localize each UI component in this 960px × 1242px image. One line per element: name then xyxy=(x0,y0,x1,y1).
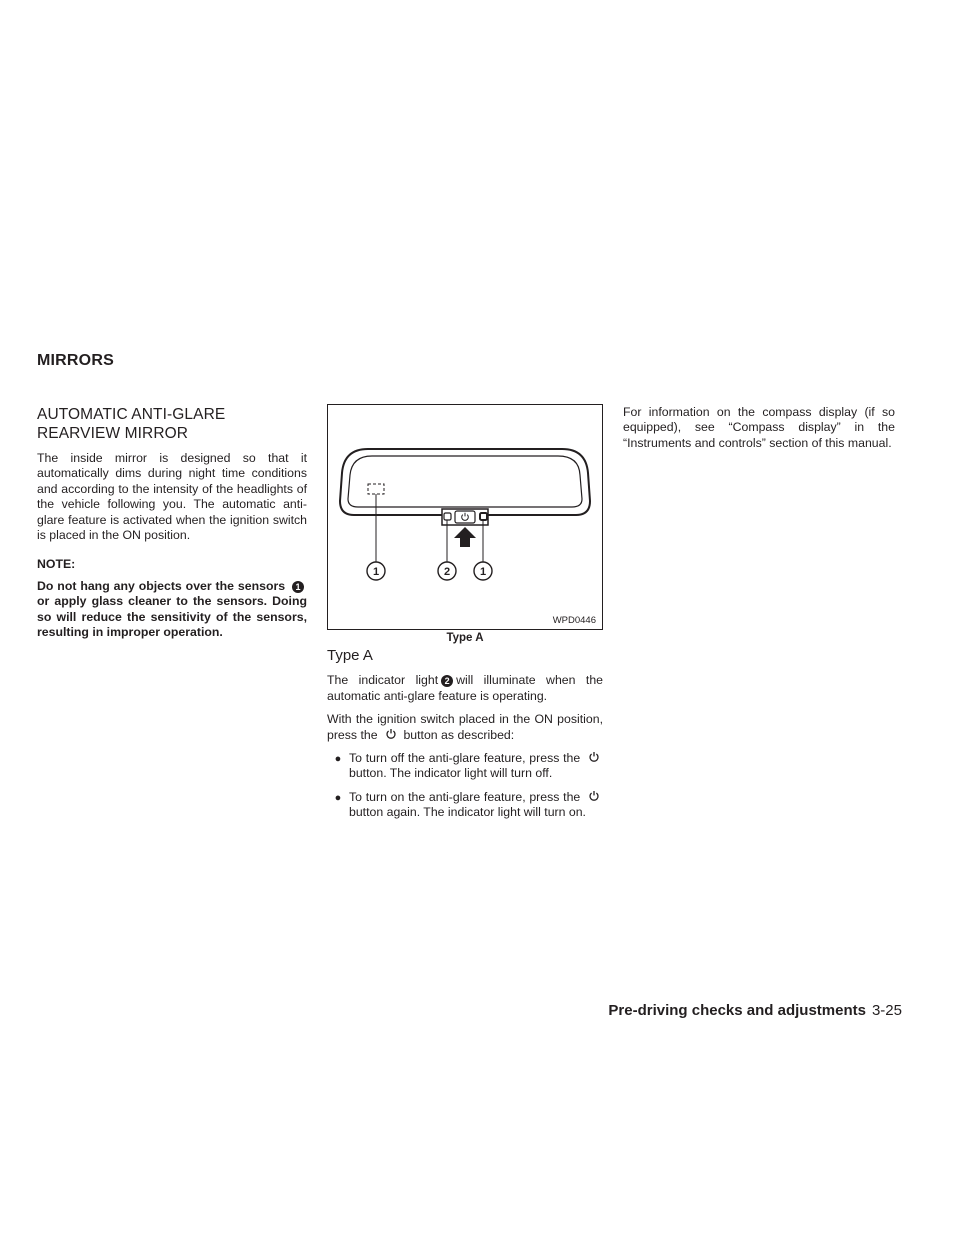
rearview-mirror-illustration xyxy=(328,405,602,629)
heading-line-2: REARVIEW MIRROR xyxy=(37,425,189,442)
column-right xyxy=(623,405,895,459)
column-middle xyxy=(327,648,603,829)
subheading-type-a: Type A xyxy=(327,647,373,664)
compass-paragraph: For information on the compass display (if so equipped), see “Compass display” in the “Instruments and controls” section of this manual. xyxy=(623,405,895,450)
power-icon xyxy=(587,790,601,802)
bullet-icon: ● xyxy=(334,791,342,804)
heading-line-1: AUTOMATIC ANTI-GLARE xyxy=(37,406,226,423)
callout-marker-sensor: 1 xyxy=(292,581,304,593)
callout-1-right xyxy=(474,562,492,580)
list-item xyxy=(327,751,603,782)
sensor-left-dashed xyxy=(368,484,384,494)
column-left xyxy=(37,405,307,640)
arrow-up-icon xyxy=(454,527,476,547)
power-icon xyxy=(587,751,601,763)
bullet-text-on: To turn on the anti-glare feature, press the button again. The indicator light will turn on. xyxy=(349,790,603,821)
ignition-text-end: button as described: xyxy=(403,727,515,742)
figure-caption: Type A xyxy=(446,632,484,644)
figure-code: WPD0446 xyxy=(552,615,596,626)
power-icon xyxy=(384,728,398,740)
ignition-text-start: With the ignition switch placed in the ON position, press the xyxy=(327,712,603,742)
note-text xyxy=(37,579,307,641)
power-button-shape xyxy=(455,511,475,523)
svg-text:1: 1 xyxy=(479,566,487,578)
note-text-end: or apply glass cleaner to the sensors. Doing so will reduce the sensitivity of the sensors, resulting in improper operation. xyxy=(37,594,307,640)
page-number: 3-25 xyxy=(871,1002,902,1019)
mirror-figure xyxy=(327,404,603,630)
indicator-light-shape xyxy=(444,513,451,520)
indicator-text-start: The indicator light xyxy=(327,673,439,688)
ignition-paragraph xyxy=(327,712,603,743)
page-footer xyxy=(608,1002,902,1019)
note-label: NOTE: xyxy=(37,557,76,572)
footer-chapter-title: Pre-driving checks and adjustments xyxy=(608,1002,866,1019)
note-text-start: Do not hang any objects over the sensors xyxy=(37,578,286,593)
list-item xyxy=(327,790,603,821)
svg-text:1: 1 xyxy=(372,566,380,578)
indicator-text-end: will illuminate when the automatic anti-glare feature is operating. xyxy=(327,673,604,703)
section-title: MIRRORS xyxy=(37,352,114,369)
callout-2 xyxy=(438,562,456,580)
bullet-icon: ● xyxy=(334,753,342,766)
svg-text:2: 2 xyxy=(443,566,451,578)
callout-1-left xyxy=(367,562,385,580)
mirror-outline-inner xyxy=(348,456,582,507)
callout-marker-indicator: 2 xyxy=(441,675,453,687)
intro-paragraph: The inside mirror is designed so that it automatically dims during night time conditions and according to the intensity of the headlights of the vehicle following you. The automatic anti-glare feature is activated when the ignition switch is placed in the ON position. xyxy=(37,451,307,543)
section-heading xyxy=(37,405,307,443)
bullet-text-off: To turn off the anti-glare feature, press the button. The indicator light will turn off. xyxy=(349,751,603,782)
mirror-outline-outer xyxy=(340,449,590,515)
sensor-right-shape xyxy=(480,513,487,520)
indicator-paragraph xyxy=(327,673,603,704)
